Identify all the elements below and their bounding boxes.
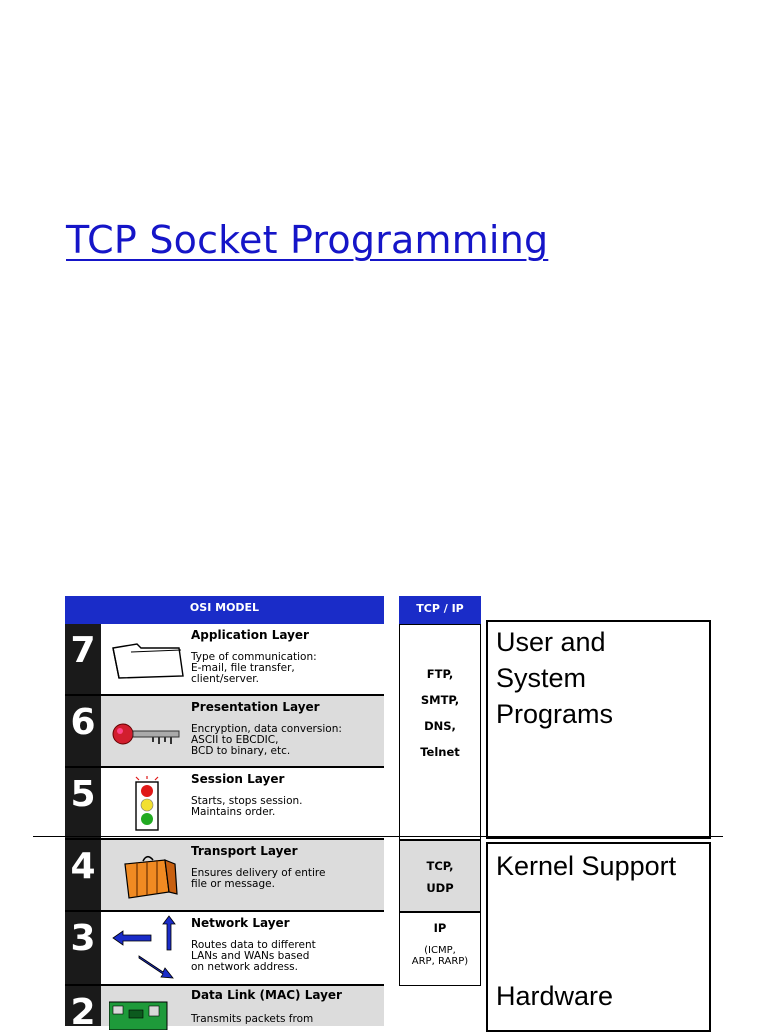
key-icon: [109, 714, 189, 754]
protocol-telnet: Telnet: [420, 745, 460, 759]
application-protocols-box: [399, 624, 481, 840]
layer-number: 3: [65, 912, 101, 984]
folder-icon: [109, 634, 189, 684]
layer-number: 7: [65, 624, 101, 694]
layer-description: Encryption, data conversion: ASCII to EBCDIC, BCD to binary, etc.: [191, 723, 342, 757]
layer-5-row: [65, 768, 384, 840]
layer-number: 4: [65, 840, 101, 910]
layer-description: Routes data to different LANs and WANs based on network address.: [191, 939, 316, 973]
protocol-udp: UDP: [426, 881, 454, 895]
transport-protocols-box: [399, 840, 481, 912]
layer-4-row: [65, 840, 384, 912]
layer-name: Transport Layer: [191, 844, 298, 858]
layer-name: Network Layer: [191, 916, 290, 930]
user-label-line: Programs: [496, 699, 614, 729]
network-protocols-box: [399, 912, 481, 986]
protocol-icmp-arp-rarp: (ICMP, ARP, RARP): [411, 945, 469, 967]
kernel-hardware-box: [486, 842, 711, 1032]
layer-name: Data Link (MAC) Layer: [191, 988, 342, 1002]
user-kernel-divider: [33, 836, 723, 837]
suitcase-icon: [109, 850, 189, 904]
user-label-line: User and: [496, 627, 606, 657]
user-programs-box: [486, 620, 711, 839]
hardware-label: Hardware: [496, 981, 614, 1011]
kernel-support-label: Kernel Support: [496, 851, 677, 881]
layer-description: Starts, stops session. Maintains order.: [191, 795, 303, 818]
protocol-smtp: SMTP,: [420, 693, 460, 707]
layer-7-row: [65, 624, 384, 696]
page-title: TCP Socket Programming: [66, 218, 549, 262]
layer-number: 2: [65, 986, 101, 1026]
layer-2-row: [65, 986, 384, 1033]
protocol-ip: IP: [433, 921, 447, 935]
traffic-light-icon: [109, 776, 189, 832]
layer-name: Session Layer: [191, 772, 285, 786]
layer-name: Application Layer: [191, 628, 309, 642]
tcp-ip-header: TCP / IP: [399, 596, 481, 624]
osi-model-header: OSI MODEL: [65, 596, 384, 624]
protocol-tcp: TCP,: [426, 859, 454, 873]
layer-number: 5: [65, 768, 101, 838]
layer-description: Ensures delivery of entire file or message.: [191, 867, 326, 890]
network-card-icon: [109, 996, 189, 1030]
layer-number: 6: [65, 696, 101, 766]
protocol-dns: DNS,: [424, 719, 456, 733]
layer-name: Presentation Layer: [191, 700, 320, 714]
layer-description: Transmits packets from: [191, 1013, 314, 1025]
protocol-ftp: FTP,: [426, 667, 454, 681]
layer-3-row: [65, 912, 384, 986]
user-label-line: System: [496, 663, 587, 693]
layer-6-row: [65, 696, 384, 768]
layer-description: Type of communication: E-mail, file transfer, client/server.: [191, 651, 317, 685]
arrows-icon: [109, 912, 189, 984]
